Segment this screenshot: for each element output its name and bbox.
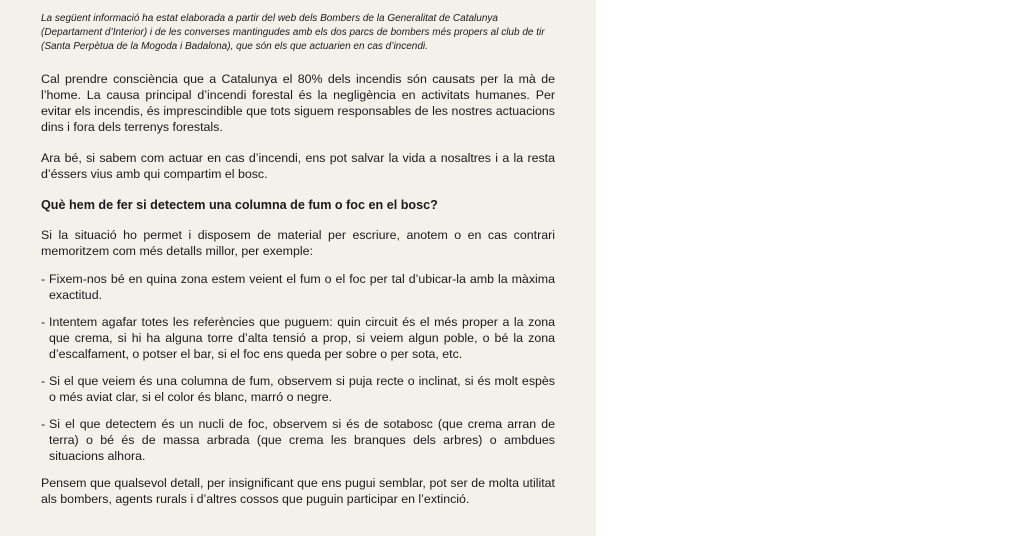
section-heading: Què hem de fer si detectem una columna de fum o foc en el bosc? (41, 198, 438, 212)
list-dash: - (41, 417, 46, 431)
list-item-text: Si el que detectem és un nucli de foc, observem si és de sotabosc (que crema arran de terra) o bé és de massa arbrada (que crema les branques dels arbres) o ambdues situacions alhora. (49, 417, 555, 463)
list-item (41, 271, 555, 303)
list-item-text: Si el que veiem és una columna de fum, observem si puja recte o inclinat, si és molt espès o més aviat clar, si el color és blanc, marró o negre. (49, 374, 555, 404)
paragraph-conclusion: Pensem que qualsevol detall, per insignificant que ens pugui semblar, pot ser de molta utilitat als bombers, agents rurals i d’altres cossos que puguin participar en l’extinció. (41, 476, 555, 506)
list-item (41, 416, 555, 464)
list-item (41, 314, 555, 362)
paragraph-act: Ara bé, si sabem com actuar en cas d’incendi, ens pot salvar la vida a nosaltres i a la resta d’éssers vius amb qui compartim el bosc. (41, 151, 555, 181)
list-dash: - (41, 374, 46, 388)
list-item-text: Fixem-nos bé en quina zona estem veient el fum o el foc per tal d’ubicar-la amb la màxima exactitud. (49, 272, 555, 302)
intro-note: La següent informació ha estat elaborada a partir del web dels Bombers de la Generalitat de Catalunya (Departament d’Interior) i de les converses mantingudes amb els dos parcs de bombers més propers al club de tir (Santa Perpètua de la Mogoda i Badalona), que són els que actuarien en cas d’incendi. (41, 13, 545, 52)
details-list (41, 271, 555, 464)
paragraph-causes: Cal prendre consciència que a Catalunya el 80% dels incendis són causats per la mà de l’home. La causa principal d’incendi forestal és la negligència en activitats humanes. Per evitar els incendis, és imprescindible que tots siguem responsables de les nostres actuacions dins i fora dels terrenys forestals. (41, 72, 555, 134)
paragraph-instructions: Si la situació ho permet i disposem de material per escriure, anotem o en cas contrari memoritzem com més detalls millor, per exemple: (41, 228, 555, 258)
list-dash: - (41, 272, 46, 286)
list-dash: - (41, 315, 46, 329)
document-content (41, 12, 555, 522)
list-item (41, 373, 555, 405)
list-item-text: Intentem agafar totes les referències que puguem: quin circuit és el més proper a la zona que crema, si hi ha alguna torre d’alta tensió a prop, si veiem algun poble, o bé la zona d’escalfament, o potser el bar, si el foc ens queda per sobre o per sota, etc. (49, 315, 555, 361)
